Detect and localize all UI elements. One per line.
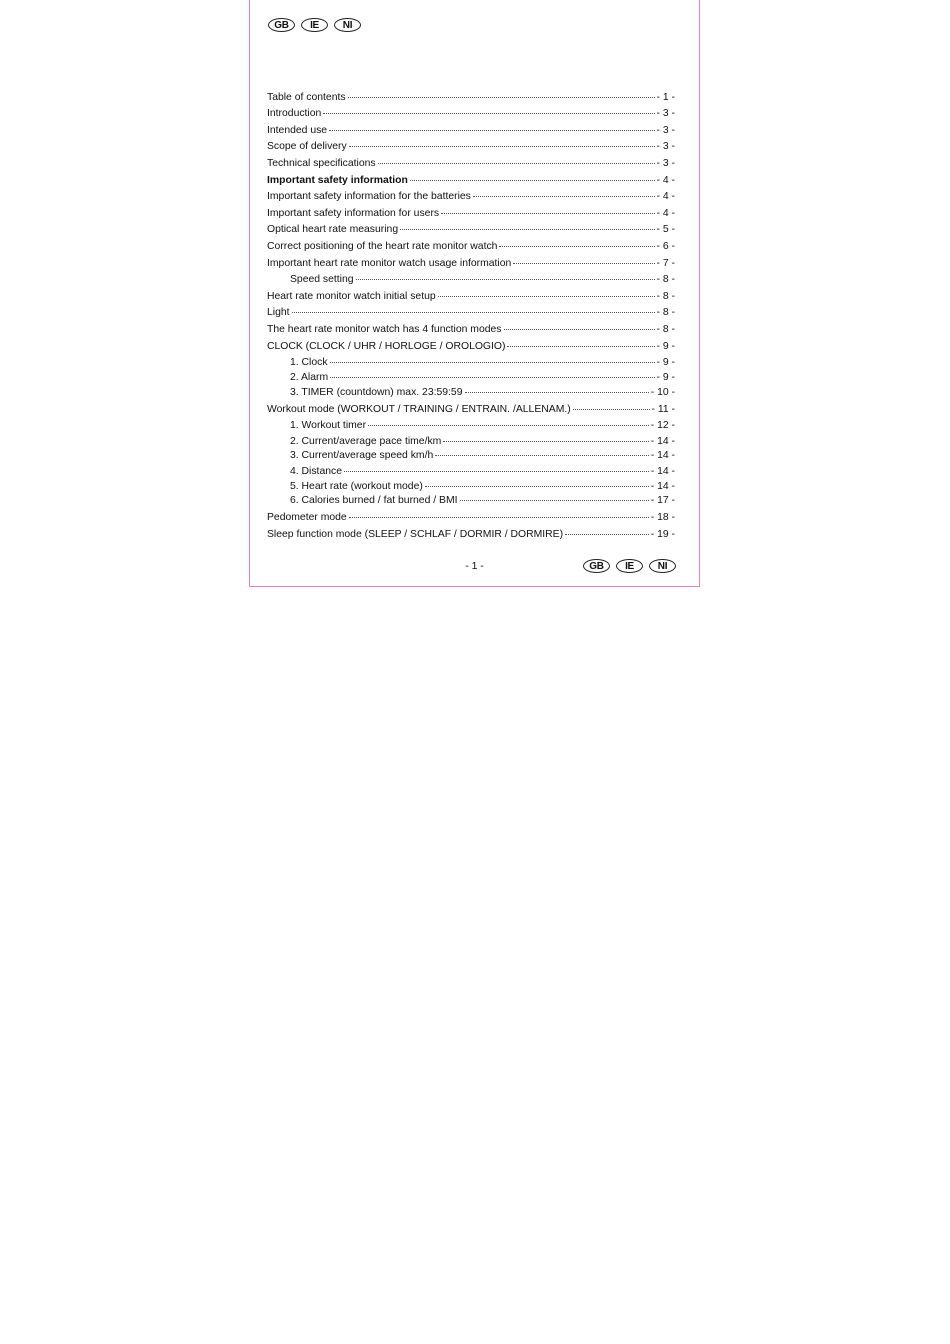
toc-entry-page: - 9 - [656, 341, 675, 352]
toc-entry[interactable] [267, 324, 675, 335]
toc-entry-page: - 19 - [650, 529, 675, 540]
toc-dot-leader [400, 229, 654, 230]
toc-entry[interactable] [267, 495, 675, 506]
toc-entry-page: - 14 - [650, 436, 675, 447]
toc-entry-label: 1. Workout timer [290, 420, 367, 431]
toc-dot-leader [499, 246, 654, 247]
toc-entry[interactable] [267, 241, 675, 252]
country-badge-ni: NI [334, 18, 361, 32]
toc-entry-page: - 10 - [650, 387, 675, 398]
toc-entry-label: 3. Current/average speed km/h [290, 450, 434, 461]
page-number: - 1 - [465, 561, 484, 572]
toc-dot-leader [460, 500, 649, 501]
toc-dot-leader [435, 455, 648, 456]
toc-entry[interactable] [267, 291, 675, 302]
toc-dot-leader [438, 296, 655, 297]
toc-entry-label: 2. Current/average pace time/km [290, 436, 442, 447]
toc-entry-page: - 3 - [656, 108, 675, 119]
toc-entry-label: 3. TIMER (countdown) max. 23:59:59 [290, 387, 463, 398]
toc-entry[interactable] [267, 372, 675, 383]
toc-entry-label: 5. Heart rate (workout mode) [290, 481, 423, 492]
toc-entry-page: - 8 - [656, 274, 675, 285]
country-badge-ie: IE [616, 559, 643, 573]
toc-entry-label: CLOCK (CLOCK / UHR / HORLOGE / OROLOGIO) [267, 341, 506, 352]
country-badges-top [268, 18, 361, 32]
toc-entry-page: - 14 - [650, 450, 675, 461]
toc-entry-label: 6. Calories burned / fat burned / BMI [290, 495, 458, 506]
toc-entry[interactable] [267, 125, 675, 136]
toc-dot-leader [323, 113, 654, 114]
toc-entry[interactable] [267, 404, 675, 415]
toc-dot-leader [504, 329, 655, 330]
toc-entry-page: - 14 - [650, 466, 675, 477]
toc-entry-label: Optical heart rate measuring [267, 224, 399, 235]
toc-entry[interactable] [267, 466, 675, 477]
toc-dot-leader [507, 346, 654, 347]
toc-entry-label: Sleep function mode (SLEEP / SCHLAF / DORMIR / DORMIRE) [267, 529, 564, 540]
toc-entry-page: - 1 - [656, 92, 675, 103]
toc-entry[interactable] [267, 141, 675, 152]
toc-dot-leader [465, 392, 649, 393]
toc-entry[interactable] [267, 224, 675, 235]
toc-entry[interactable] [267, 307, 675, 318]
toc-entry-label: Heart rate monitor watch initial setup [267, 291, 436, 302]
country-badges-bottom [583, 559, 676, 573]
toc-entry[interactable] [267, 274, 675, 285]
toc-entry[interactable] [267, 191, 675, 202]
toc-entry-label: Important safety information for users [267, 208, 440, 219]
toc-entry[interactable] [267, 341, 675, 352]
toc-entry-page: - 3 - [656, 125, 675, 136]
toc-entry-label: Light [267, 307, 290, 318]
toc-entry-page: - 3 - [656, 158, 675, 169]
toc-entry-page: - 8 - [656, 291, 675, 302]
toc-entry[interactable] [267, 436, 675, 447]
toc-entry-page: - 7 - [656, 258, 675, 269]
toc-entry-label: Correct positioning of the heart rate monitor watch [267, 241, 498, 252]
toc-entry[interactable] [267, 420, 675, 431]
toc-dot-leader [441, 213, 654, 214]
toc-entry-label: Speed setting [290, 274, 354, 285]
toc-dot-leader [368, 425, 649, 426]
toc-entry-label: Intended use [267, 125, 328, 136]
toc-entry-page: - 18 - [650, 512, 675, 523]
toc-dot-leader [565, 534, 649, 535]
toc-entry-page: - 4 - [656, 191, 675, 202]
toc-entry-page: - 8 - [656, 324, 675, 335]
toc-entry[interactable] [267, 92, 675, 103]
toc-entry-label: Scope of delivery [267, 141, 347, 152]
country-badge-gb: GB [583, 559, 610, 573]
toc-dot-leader [513, 263, 654, 264]
toc-dot-leader [378, 163, 655, 164]
toc-entry[interactable] [267, 512, 675, 523]
toc-entry[interactable] [267, 208, 675, 219]
toc-entry-page: - 6 - [656, 241, 675, 252]
country-badge-ni: NI [649, 559, 676, 573]
toc-entry[interactable] [267, 357, 675, 368]
toc-dot-leader [473, 196, 655, 197]
toc-entry-page: - 14 - [650, 481, 675, 492]
toc-dot-leader [330, 377, 654, 378]
toc-entry-page: - 4 - [656, 208, 675, 219]
toc-entry[interactable] [267, 175, 675, 186]
toc-entry-label: 2. Alarm [290, 372, 329, 383]
toc-entry-label: 4. Distance [290, 466, 342, 477]
toc-dot-leader [443, 441, 648, 442]
country-badge-gb: GB [268, 18, 295, 32]
toc-entry-label: The heart rate monitor watch has 4 function modes [267, 324, 502, 335]
toc-entry-label: Pedometer mode [267, 512, 347, 523]
toc-entry-page: - 5 - [656, 224, 675, 235]
toc-entry-page: - 8 - [656, 307, 675, 318]
toc-dot-leader [349, 517, 649, 518]
toc-dot-leader [425, 486, 649, 487]
toc-dot-leader [329, 130, 654, 131]
toc-entry-label: Important safety information for the batteries [267, 191, 471, 202]
toc-entry-label: 1. Clock [290, 357, 328, 368]
toc-dot-leader [356, 279, 655, 280]
toc-entry[interactable] [267, 387, 675, 398]
toc-dot-leader [344, 471, 649, 472]
toc-entry[interactable] [267, 258, 675, 269]
toc-dot-leader [410, 180, 655, 181]
toc-entry-page: - 4 - [656, 175, 675, 186]
toc-entry-label: Introduction [267, 108, 322, 119]
toc-entry-page: - 12 - [650, 420, 675, 431]
toc-entry[interactable] [267, 529, 675, 540]
toc-dot-leader [330, 362, 655, 363]
toc-entry-label: Important heart rate monitor watch usage information [267, 258, 512, 269]
document-page [249, 0, 700, 587]
toc-entry-page: - 9 - [656, 357, 675, 368]
toc-entry-page: - 3 - [656, 141, 675, 152]
toc-entry-page: - 9 - [656, 372, 675, 383]
toc-dot-leader [348, 97, 655, 98]
toc-entry-label: Workout mode (WORKOUT / TRAINING / ENTRAIN. /ALLENAM.) [267, 404, 571, 415]
toc-entry-page: - 11 - [651, 404, 675, 415]
country-badge-ie: IE [301, 18, 328, 32]
toc-entry-label: Table of contents [267, 92, 346, 103]
toc-entry[interactable] [267, 481, 675, 492]
toc-entry[interactable] [267, 108, 675, 119]
toc-entry-label: Technical specifications [267, 158, 376, 169]
toc-entry-page: - 17 - [650, 495, 675, 506]
toc-dot-leader [573, 409, 650, 410]
toc-dot-leader [292, 312, 655, 313]
toc-entry-label: Important safety information [267, 175, 408, 186]
toc-entry[interactable] [267, 450, 675, 461]
toc-dot-leader [349, 146, 655, 147]
toc-entry[interactable] [267, 158, 675, 169]
